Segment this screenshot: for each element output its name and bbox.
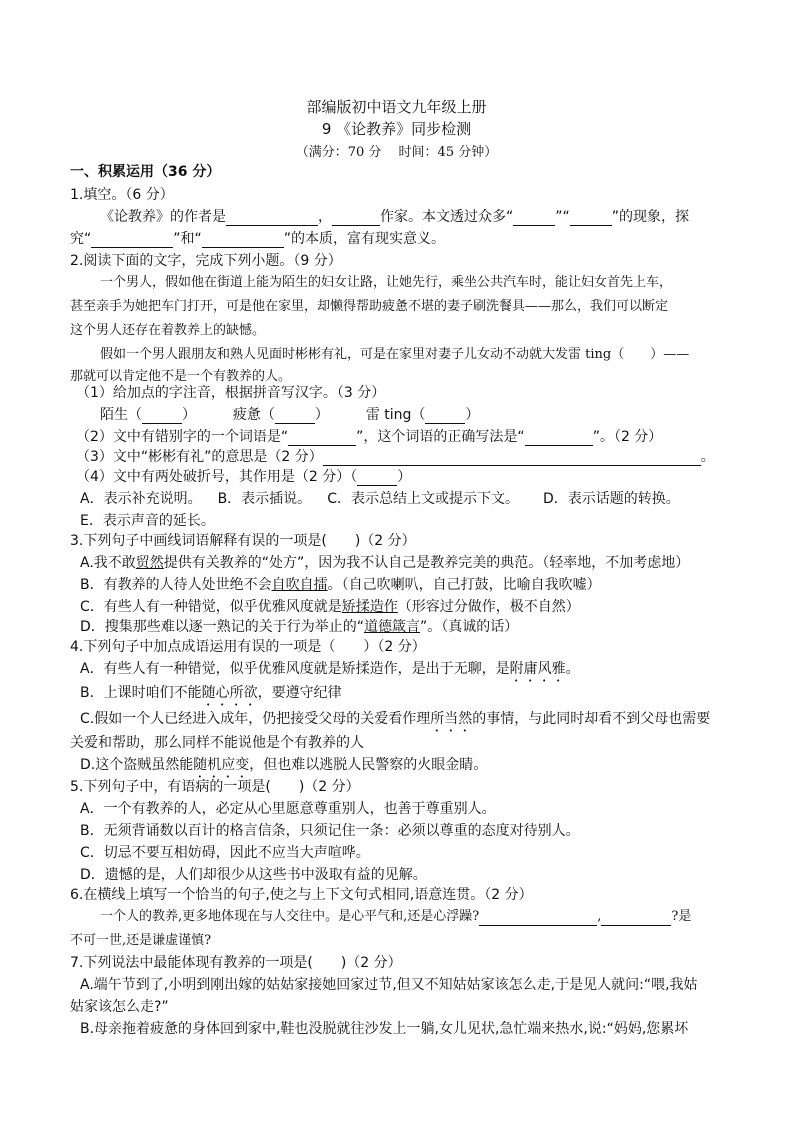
underlined-word: 矫揉造作 <box>341 599 398 615</box>
q2-text: ”。（2 分） <box>592 429 663 445</box>
answer-blank[interactable] <box>525 431 593 446</box>
q2-text: 陌生（ <box>100 407 142 423</box>
q5-option-d[interactable]: D．遗憾的是，人们却很少从这些书中汲取有益的见解。 <box>80 867 427 883</box>
q4-heading: 4.下列句子中加点成语运用有误的一项是（ ）（2 分） <box>70 639 426 655</box>
q3-text: （形容过分做作，极不自然） <box>397 599 580 615</box>
passage-line: 一个男人，假如他在街道上能为陌生的妇女让路，让她先行，乘坐公共汽车时，能让妇女首先上车， <box>100 275 673 290</box>
answer-blank[interactable] <box>479 911 597 926</box>
q1-line1 <box>100 208 730 226</box>
q1-heading: 1.填空。（6 分） <box>70 187 174 203</box>
q3-text: 提供有关教养的“处方”，因为我不认自己是教养完美的典范。（轻率地，不加考虑地） <box>163 555 690 571</box>
q2-sub1-blanks <box>100 406 760 424</box>
dotted-idiom: 附庸风雅 <box>509 661 566 677</box>
underlined-word: 道德箴言 <box>364 619 421 635</box>
q4-option-b[interactable] <box>80 684 730 709</box>
q6-line1 <box>100 908 730 926</box>
q4-text: ，要遵守纪律 <box>257 685 342 701</box>
q7-heading: 7.下列说法中最能体现有教养的一项是( )（2 分） <box>70 955 402 971</box>
q5-option-b[interactable]: B．无须背诵数以百计的格言信条，只须记住一条：必须以尊重的态度对待别人。 <box>80 823 580 839</box>
q5-option-a[interactable]: A．一个有教养的人，必定从心里愿意尊重别人，也善于尊重别人。 <box>80 801 496 817</box>
answer-blank[interactable] <box>142 409 182 424</box>
q4-text: A．有些人有一种错觉，似乎优雅风度就是矫揉造作，是出于无聊，是 <box>80 661 510 677</box>
q4-text: ，但也难以逃脱人民警察的火眼金睛。 <box>249 757 488 773</box>
q1-text: 究“ <box>70 231 92 247</box>
q3-text: B．有教养的人待人处世绝不会 <box>80 577 272 593</box>
q2-text: ） <box>465 407 480 423</box>
answer-blank[interactable] <box>332 211 380 226</box>
q1-line2 <box>70 230 730 248</box>
q1-text: 作家。本文透过众多“ <box>380 209 514 225</box>
answer-blank[interactable] <box>91 233 173 248</box>
answer-blank[interactable] <box>570 211 612 226</box>
q2-sub3 <box>76 448 726 466</box>
answer-blank[interactable] <box>513 211 555 226</box>
q4-text: 。 <box>565 661 580 677</box>
q3-text: A.我不敢 <box>80 555 136 571</box>
q3-text: D．搜集那些难以逐一熟记的关于行为举止的“ <box>80 619 365 635</box>
q2-text: （4）文中有两处破折号，其作用是（2 分）（ <box>76 469 358 485</box>
section-heading: 一、积累运用（36 分） <box>70 164 221 180</box>
q2-sub4 <box>76 468 726 486</box>
q3-text: 。（自己吹喇叭，自己打鼓，比喻自我吹嘘） <box>327 577 601 593</box>
q3-option-d[interactable] <box>80 618 730 636</box>
q2-sub1-heading: （1）给加点的字注音，根据拼音写汉字。（3 分） <box>76 385 386 401</box>
q3-option-c[interactable] <box>80 598 730 616</box>
answer-blank[interactable] <box>288 431 356 446</box>
q2-text: （3）文中“彬彬有礼”的意思是（2 分） <box>76 449 323 465</box>
doc-title: 部编版初中语文九年级上册 <box>306 98 487 116</box>
answer-blank[interactable] <box>202 233 284 248</box>
dotted-idiom: 随机应变 <box>193 757 250 773</box>
q3-heading: 3.下列句子中画线词语解释有误的一项是( )（2 分） <box>70 533 416 549</box>
q4-option-c-cont: 关爱和帮助，那么同样不能说他是个有教养的人 <box>70 735 364 751</box>
dotted-idiom: 所当然 <box>430 711 473 727</box>
doc-subtitle: 9 《论教养》同步检测 <box>321 120 472 138</box>
q1-text: ”的本质，富有现实意义。 <box>283 231 446 247</box>
q6-text: , <box>597 909 602 924</box>
passage-line: 这个男人还存在着教养上的缺憾。 <box>70 323 266 338</box>
q4-option-c[interactable] <box>80 710 730 735</box>
q7-option-b[interactable]: B.母亲拖着疲惫的身体回到家中,鞋也没脱就往沙发上一躺,女儿见状,急忙端来热水,说:“妈妈,您累坏 <box>80 1021 689 1037</box>
passage-line: 假如一个男人跟朋友和熟人见面时彬彬有礼，可是在家里对妻子儿女动不动就大发雷 ting（ ）—— <box>100 347 690 362</box>
answer-blank[interactable] <box>226 211 318 226</box>
q1-text: ”“ <box>555 209 570 225</box>
passage-line: 甚至亲手为她把车门打开，可是他在家里，却懒得帮助疲惫不堪的妻子刷洗餐具——那么，我们可以断定 <box>70 299 669 314</box>
answer-blank[interactable] <box>425 409 465 424</box>
answer-blank[interactable] <box>323 451 701 466</box>
q7-option-a[interactable]: A.端午节到了,小明到刚出嫁的姑姑家接她回家过节,但又不知姑姑家该怎么走,于是见人就问:“喂,我姑 <box>80 977 698 993</box>
answer-blank[interactable] <box>357 471 397 486</box>
q6-heading: 6.在横线上填写一个恰当的句子,使之与上下文句式相同,语意连贯。（2 分） <box>70 887 533 903</box>
q2-text: ） <box>397 469 412 485</box>
q7-option-a-cont: 姑家该怎么走?” <box>70 999 169 1015</box>
q3-option-a[interactable] <box>80 554 730 572</box>
q4-option-a[interactable] <box>80 660 730 685</box>
q1-text: ， <box>318 209 332 225</box>
q2-heading: 2.阅读下面的文字，完成下列小题。（9 分） <box>70 253 342 269</box>
q4-text: 的事情，与此同时却看不到父母也需要 <box>472 711 711 727</box>
q3-option-b[interactable] <box>80 576 730 594</box>
option-b[interactable]: B．表示插说。 <box>217 491 312 507</box>
q1-text: ”和“ <box>173 231 202 247</box>
passage-line: 那就可以肯定他不是一个有教养的人。 <box>70 369 292 384</box>
q4-text: B．上课时咱们不能 <box>80 685 202 701</box>
q2-text: 雷 ting（ <box>365 407 426 423</box>
underlined-word: 贸然 <box>135 555 164 571</box>
answer-blank[interactable] <box>601 911 671 926</box>
q2-text: 。 <box>700 449 715 465</box>
q2-options <box>80 490 730 508</box>
doc-meta: （满分：70 分 时间：45 分钟） <box>295 145 498 160</box>
q1-text: ”的现象，探 <box>611 209 690 225</box>
answer-blank[interactable] <box>275 409 315 424</box>
q2-text: 疲惫（ <box>232 407 275 423</box>
q6-text: 一个人的教养,更多地体现在与人交往中。是心平气和,还是心浮躁? <box>100 909 480 924</box>
underlined-word: 自吹自擂 <box>271 577 328 593</box>
q3-text: ”。（真诚的话） <box>420 619 519 635</box>
q6-text: ?是 <box>671 909 692 924</box>
q1-text: 《论教养》的作者是 <box>100 209 226 225</box>
q5-option-c[interactable]: C．切忌不要互相妨碍，因此不应当大声喧哗。 <box>80 845 370 861</box>
option-a[interactable]: A．表示补充说明。 <box>80 491 202 507</box>
q4-text: D.这个盗贼虽然能 <box>80 757 194 773</box>
q4-text: C.假如一个人已经进入成年，仍把接受父母的关爱看作理 <box>80 711 431 727</box>
option-d[interactable]: D．表示话题的转换。 <box>542 491 680 507</box>
q5-heading: 5.下列句子中，有语病的一项是( )（2 分） <box>70 779 360 795</box>
option-c[interactable]: C．表示总结上文或提示下文。 <box>327 491 519 507</box>
q2-text: （2）文中有错别字的一个词语是“ <box>76 429 289 445</box>
q2-text: ） <box>314 407 329 423</box>
dotted-idiom: 随心所欲 <box>201 685 258 701</box>
q2-text: ） <box>182 407 196 423</box>
q2-text: ”，这个词语的正确写法是“ <box>356 429 525 445</box>
option-e[interactable]: E．表示声音的延长。 <box>80 513 215 529</box>
q3-text: C．有些人有一种错觉，似乎优雅风度就是 <box>80 599 342 615</box>
q2-sub2 <box>76 428 726 446</box>
q6-line2: 不可一世,还是谦虚谨慎? <box>70 933 212 948</box>
